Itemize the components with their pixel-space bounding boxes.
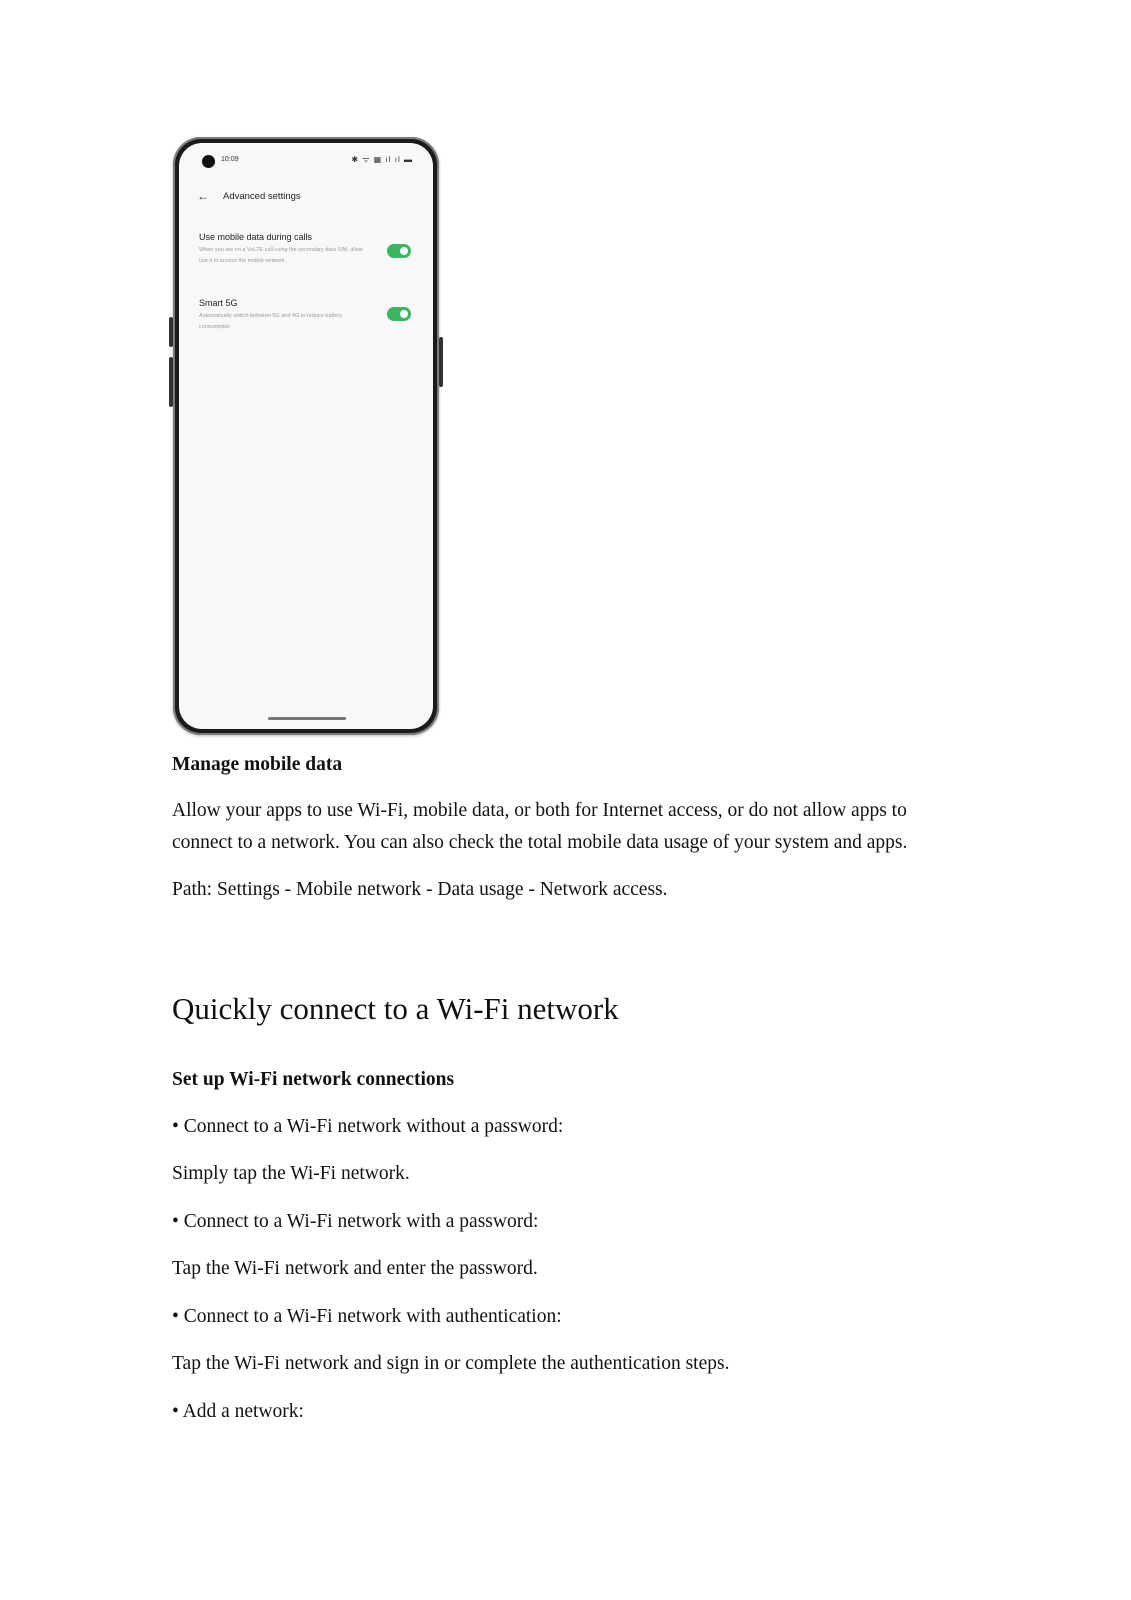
- list-item: • Connect to a Wi-Fi network with a password:: [172, 1211, 539, 1232]
- list-item: • Connect to a Wi-Fi network with authentication:: [172, 1306, 562, 1327]
- setting-title: Smart 5G: [199, 298, 238, 308]
- list-item-detail: Tap the Wi-Fi network and sign in or complete the authentication steps.: [172, 1353, 730, 1374]
- list-item-detail: Simply tap the Wi-Fi network.: [172, 1163, 410, 1184]
- status-time: 10:09: [221, 156, 239, 163]
- chapter-title: Quickly connect to a Wi-Fi network: [172, 991, 619, 1026]
- setting-smart-5g[interactable]: [199, 298, 413, 333]
- phone-side-button: [169, 357, 173, 407]
- path-text: Path: Settings - Mobile network - Data usage - Network access.: [172, 879, 668, 900]
- list-item: • Connect to a Wi-Fi network without a password:: [172, 1116, 564, 1137]
- setting-title: Use mobile data during calls: [199, 232, 313, 242]
- section-heading: Manage mobile data: [172, 754, 343, 775]
- phone-side-button: [439, 337, 443, 387]
- section-heading: Set up Wi-Fi network connections: [172, 1069, 455, 1090]
- home-indicator: [268, 717, 346, 720]
- status-icons: ✱ ᯤ ▦ ıl ıl ▬: [351, 155, 413, 164]
- camera-icon: [202, 155, 215, 168]
- phone-screen: [179, 143, 433, 729]
- phone-side-button: [169, 317, 173, 347]
- paragraph: Allow your apps to use Wi-Fi, mobile data, or both for Internet access, or do not allow apps to connect to a network. You can also check the total mobile data usage of your system and apps.: [172, 800, 908, 853]
- list-item: • Add a network:: [172, 1401, 304, 1422]
- toggle-switch[interactable]: [387, 244, 411, 258]
- toggle-switch[interactable]: [387, 307, 411, 321]
- setting-description: When you are on a VoLTE call using the secondary data SIM, allow use it to access the mobile network: [199, 247, 363, 264]
- screen-title: Advanced settings: [223, 190, 301, 202]
- back-arrow-icon[interactable]: ←: [197, 189, 209, 203]
- list-item-detail: Tap the Wi-Fi network and enter the password.: [172, 1258, 538, 1279]
- app-bar: [197, 188, 423, 204]
- setting-mobile-data-during-calls[interactable]: [199, 232, 413, 267]
- setting-description: Automatically switch between 5G and 4G to reduce battery consumption: [199, 313, 343, 330]
- phone-mockup: [173, 137, 439, 735]
